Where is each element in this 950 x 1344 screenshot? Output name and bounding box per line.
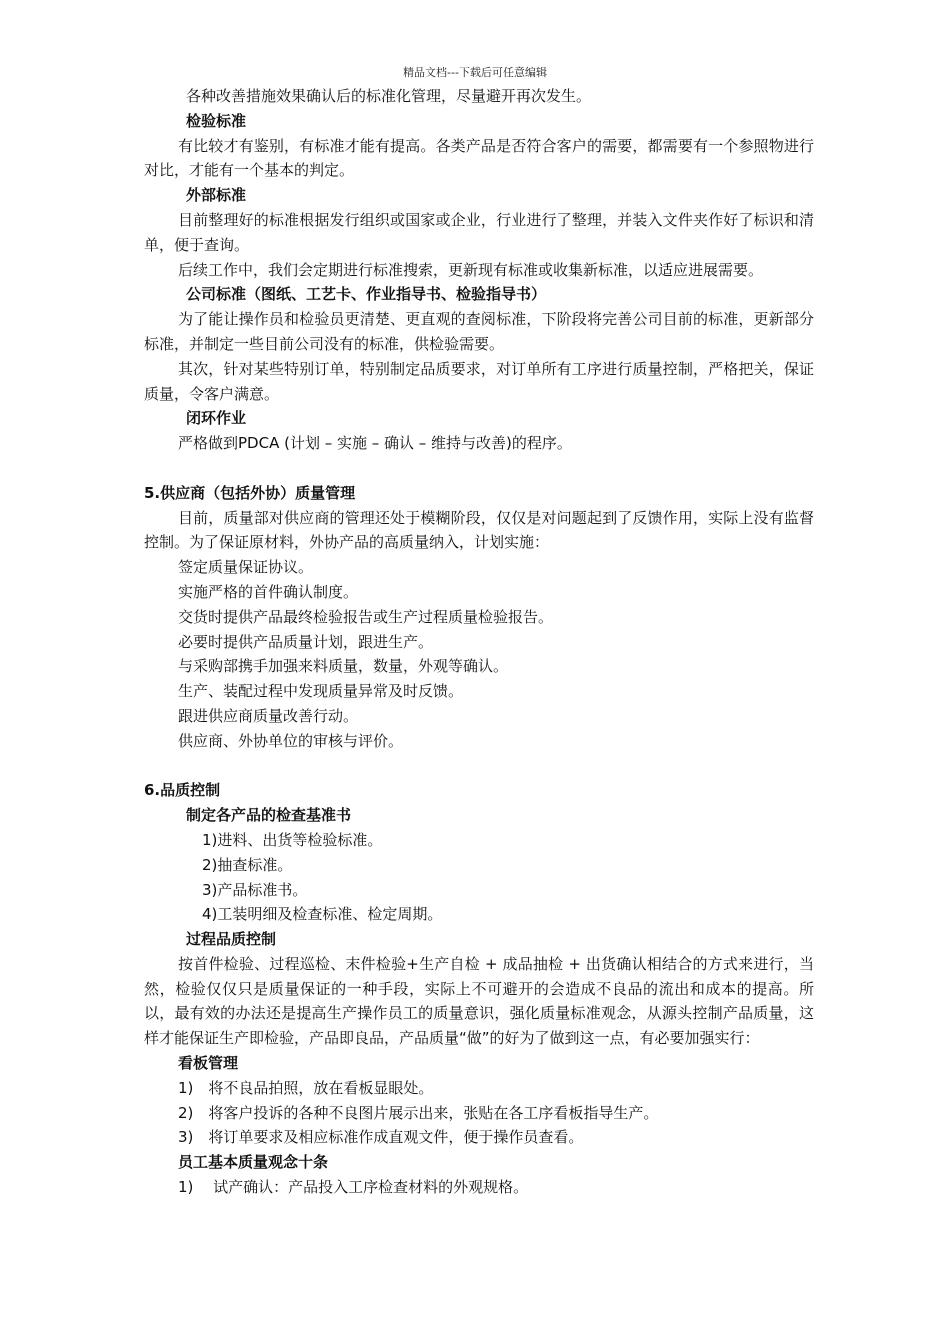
list-item: 必要时提供产品质量计划，跟进生产。 (178, 632, 434, 651)
heading-company-standard: 公司标准（图纸、工艺卡、作业指导书、检验指导书） (186, 285, 547, 304)
page-header: 精品文档---下载后可任意编辑 (403, 66, 547, 79)
section-5-title: 5.供应商（包括外协）质量管理 (144, 483, 356, 502)
list-item: 跟进供应商质量改善行动。 (178, 706, 359, 725)
paragraph-closed-loop: 严格做到PDCA (计划 – 实施 – 确认 – 维持与改善)的程序。 (178, 434, 572, 453)
list-item: 与采购部携手加强来料质量，数量，外观等确认。 (178, 657, 509, 676)
list-item: 3)产品标准书。 (202, 880, 308, 899)
heading-external-standard: 外部标准 (186, 186, 247, 205)
list-item: 签定质量保证协议。 (178, 558, 314, 577)
heading-inspection-criteria: 制定各产品的检查基准书 (186, 806, 352, 825)
heading-kanban: 看板管理 (178, 1054, 239, 1073)
spacer (144, 456, 814, 481)
heading-inspection-standard: 检验标准 (186, 111, 247, 130)
paragraph-external-standard-1: 目前整理好的标准根据发行组织或国家或企业，行业进行了整理，并装入文件夹作好了标识和清单，便于查询。 (144, 210, 814, 254)
list-item: 实施严格的首件确认制度。 (178, 582, 359, 601)
list-item: 生产、装配过程中发现质量异常及时反馈。 (178, 682, 464, 701)
section-5-intro: 目前，质量部对供应商的管理还处于模糊阶段，仅仅是对问题起到了反馈作用，实际上没有监督控制。为了保证原材料，外协产品的高质量纳入，计划实施： (144, 508, 814, 552)
paragraph-company-standard-1: 为了能让操作员和检验员更清楚、更直观的查阅标准，下阶段将完善公司目前的标准，更新部分标准，并制定一些目前公司没有的标准，供检验需要。 (144, 310, 814, 353)
list-item: 1) 将不良品拍照，放在看板显眼处。 (178, 1078, 434, 1097)
paragraph-inspection-standard: 有比较才有鉴别，有标准才能有提高。各类产品是否符合客户的需要，都需要有一个参照物进行对比，才能有一个基本的判定。 (144, 136, 814, 180)
paragraph-company-standard-2: 其次，针对某些特别订单，特别制定品质要求，对订单所有工序进行质量控制，严格把关，保证质量，令客户满意。 (144, 359, 814, 403)
list-item: 供应商、外协单位的审核与评价。 (178, 731, 404, 750)
paragraph-continuation: 各种改善措施效果确认后的标准化管理，尽量避开再次发生。 (186, 87, 592, 105)
document-body (144, 84, 814, 1200)
paragraph-external-standard-2: 后续工作中，我们会定期进行标准搜索，更新现有标准或收集新标准，以适应进展需要。 (178, 260, 764, 279)
list-item: 4)工装明细及检查标准、检定周期。 (202, 905, 443, 924)
heading-closed-loop: 闭环作业 (186, 409, 247, 428)
heading-process-quality: 过程品质控制 (186, 930, 277, 949)
list-item: 1)进料、出货等检验标准。 (202, 830, 383, 849)
list-item: 2) 将客户投诉的各种不良图片展示出来，张贴在各工序看板指导生产。 (178, 1103, 659, 1122)
heading-ten-principles: 员工基本质量观念十条 (178, 1153, 329, 1172)
list-item: 交货时提供产品最终检验报告或生产过程质量检验报告。 (178, 607, 554, 626)
list-item: 3) 将订单要求及相应标准作成直观文件，便于操作员查看。 (178, 1128, 584, 1147)
list-item: 1) 试产确认：产品投入工序检查材料的外观规格。 (178, 1178, 529, 1197)
list-item: 2)抽查标准。 (202, 855, 293, 874)
paragraph-process-quality: 按首件检验、过程巡检、末件检验+生产自检 + 成品抽检 + 出货确认相结合的方式来进行，当然，检验仅仅只是质量保证的一种手段，实际上不可避开的会造成不良品的流出和成本的提高。所以，最有效的办法还是提高生产操作员工的质量意识，强化质量标准观念，从源头控制产品质量，这样才能保证生产即检验，产品即良品，产品质量“做”的好为了做到这一点，有必要加强实行： (144, 954, 814, 1048)
spacer (144, 754, 814, 779)
section-6-title: 6.品质控制 (144, 781, 221, 800)
